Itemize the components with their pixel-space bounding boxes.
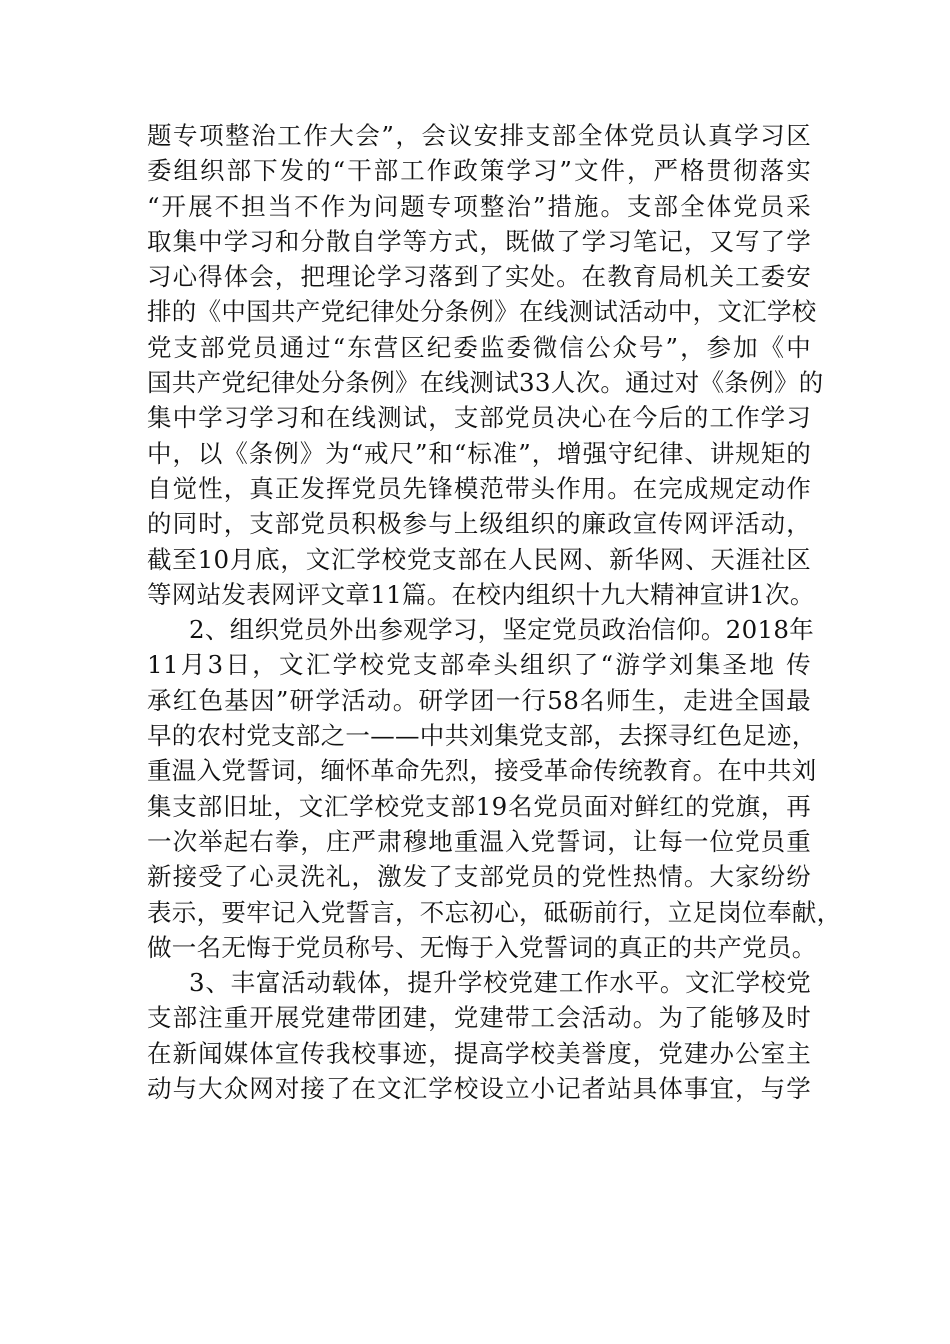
paragraph-3-first-line: 3、丰富活动载体，提升学校党建工作水平。文汇学校党 bbox=[189, 968, 811, 998]
text-line: 新接受了心灵洗礼，激发了支部党员的党性热情。大家纷纷 bbox=[147, 862, 811, 892]
text-line: 一次举起右拳，庄严肃穆地重温入党誓词，让每一位党员重 bbox=[147, 826, 811, 856]
text-line: 集支部旧址，文汇学校党支部19名党员面对鲜红的党旗，再 bbox=[147, 791, 811, 821]
document-body bbox=[147, 118, 842, 1106]
text-line: 支部注重开展党建带团建，党建带工会活动。为了能够及时 bbox=[147, 1003, 811, 1033]
text-line: 自觉性，真正发挥党员先锋模范带头作用。在完成规定动作 bbox=[147, 473, 811, 503]
text-line: 题专项整治工作大会”，会议安排支部全体党员认真学习区 bbox=[147, 121, 811, 150]
text-line: 中，以《条例》为“戒尺”和“标准”，增强守纪律、讲规矩的 bbox=[147, 438, 811, 468]
text-line: 重温入党誓词，缅怀革命先烈，接受革命传统教育。在中共刘 bbox=[147, 756, 817, 786]
text-line: 11月3日，文汇学校党支部牵头组织了“游学刘集圣地 传 bbox=[147, 650, 811, 680]
text-line: 截至10月底，文汇学校党支部在人民网、新华网、天涯社区 bbox=[147, 544, 811, 574]
text-line: 等网站发表网评文章11篇。在校内组织十九大精神宣讲1次。 bbox=[147, 579, 815, 609]
text-line: 的同时，支部党员积极参与上级组织的廉政宣传网评活动， bbox=[147, 509, 811, 539]
text-line: 承红色基因”研学活动。研学团一行58名师生，走进全国最 bbox=[147, 685, 811, 715]
text-line: 党支部党员通过“东营区纪委监委微信公众号”，参加《中 bbox=[147, 332, 811, 362]
text-line: 在新闻媒体宣传我校事迹，提高学校美誉度，党建办公室主 bbox=[147, 1038, 811, 1068]
paragraph-2-first-line: 2、组织党员外出参观学习，坚定党员政治信仰。2018年 bbox=[189, 615, 815, 645]
text-line: 习心得体会，把理论学习落到了实处。在教育局机关工委安 bbox=[147, 262, 811, 292]
text-line: 表示，要牢记入党誓言，不忘初心，砥砺前行，立足岗位奉献， bbox=[147, 897, 842, 927]
text-line: 做一名无悔于党员称号、无悔于入党誓词的真正的共产党员。 bbox=[147, 932, 817, 962]
text-line: 集中学习学习和在线测试，支部党员决心在今后的工作学习 bbox=[147, 403, 811, 433]
text-line: 国共产党纪律处分条例》在线测试33人次。通过对《条例》的 bbox=[147, 368, 824, 398]
text-line: 委组织部下发的“干部工作政策学习”文件，严格贯彻落实 bbox=[147, 156, 811, 186]
text-line: “开展不担当不作为问题专项整治”措施。支部全体党员采 bbox=[147, 191, 811, 221]
text-line: 排的《中国共产党纪律处分条例》在线测试活动中，文汇学校 bbox=[147, 297, 817, 327]
text-line: 早的农村党支部之一——中共刘集党支部，去探寻红色足迹， bbox=[147, 721, 817, 751]
text-line: 动与大众网对接了在文汇学校设立小记者站具体事宜，与学 bbox=[147, 1074, 811, 1104]
text-line: 取集中学习和分散自学等方式，既做了学习笔记，又写了学 bbox=[147, 226, 811, 256]
